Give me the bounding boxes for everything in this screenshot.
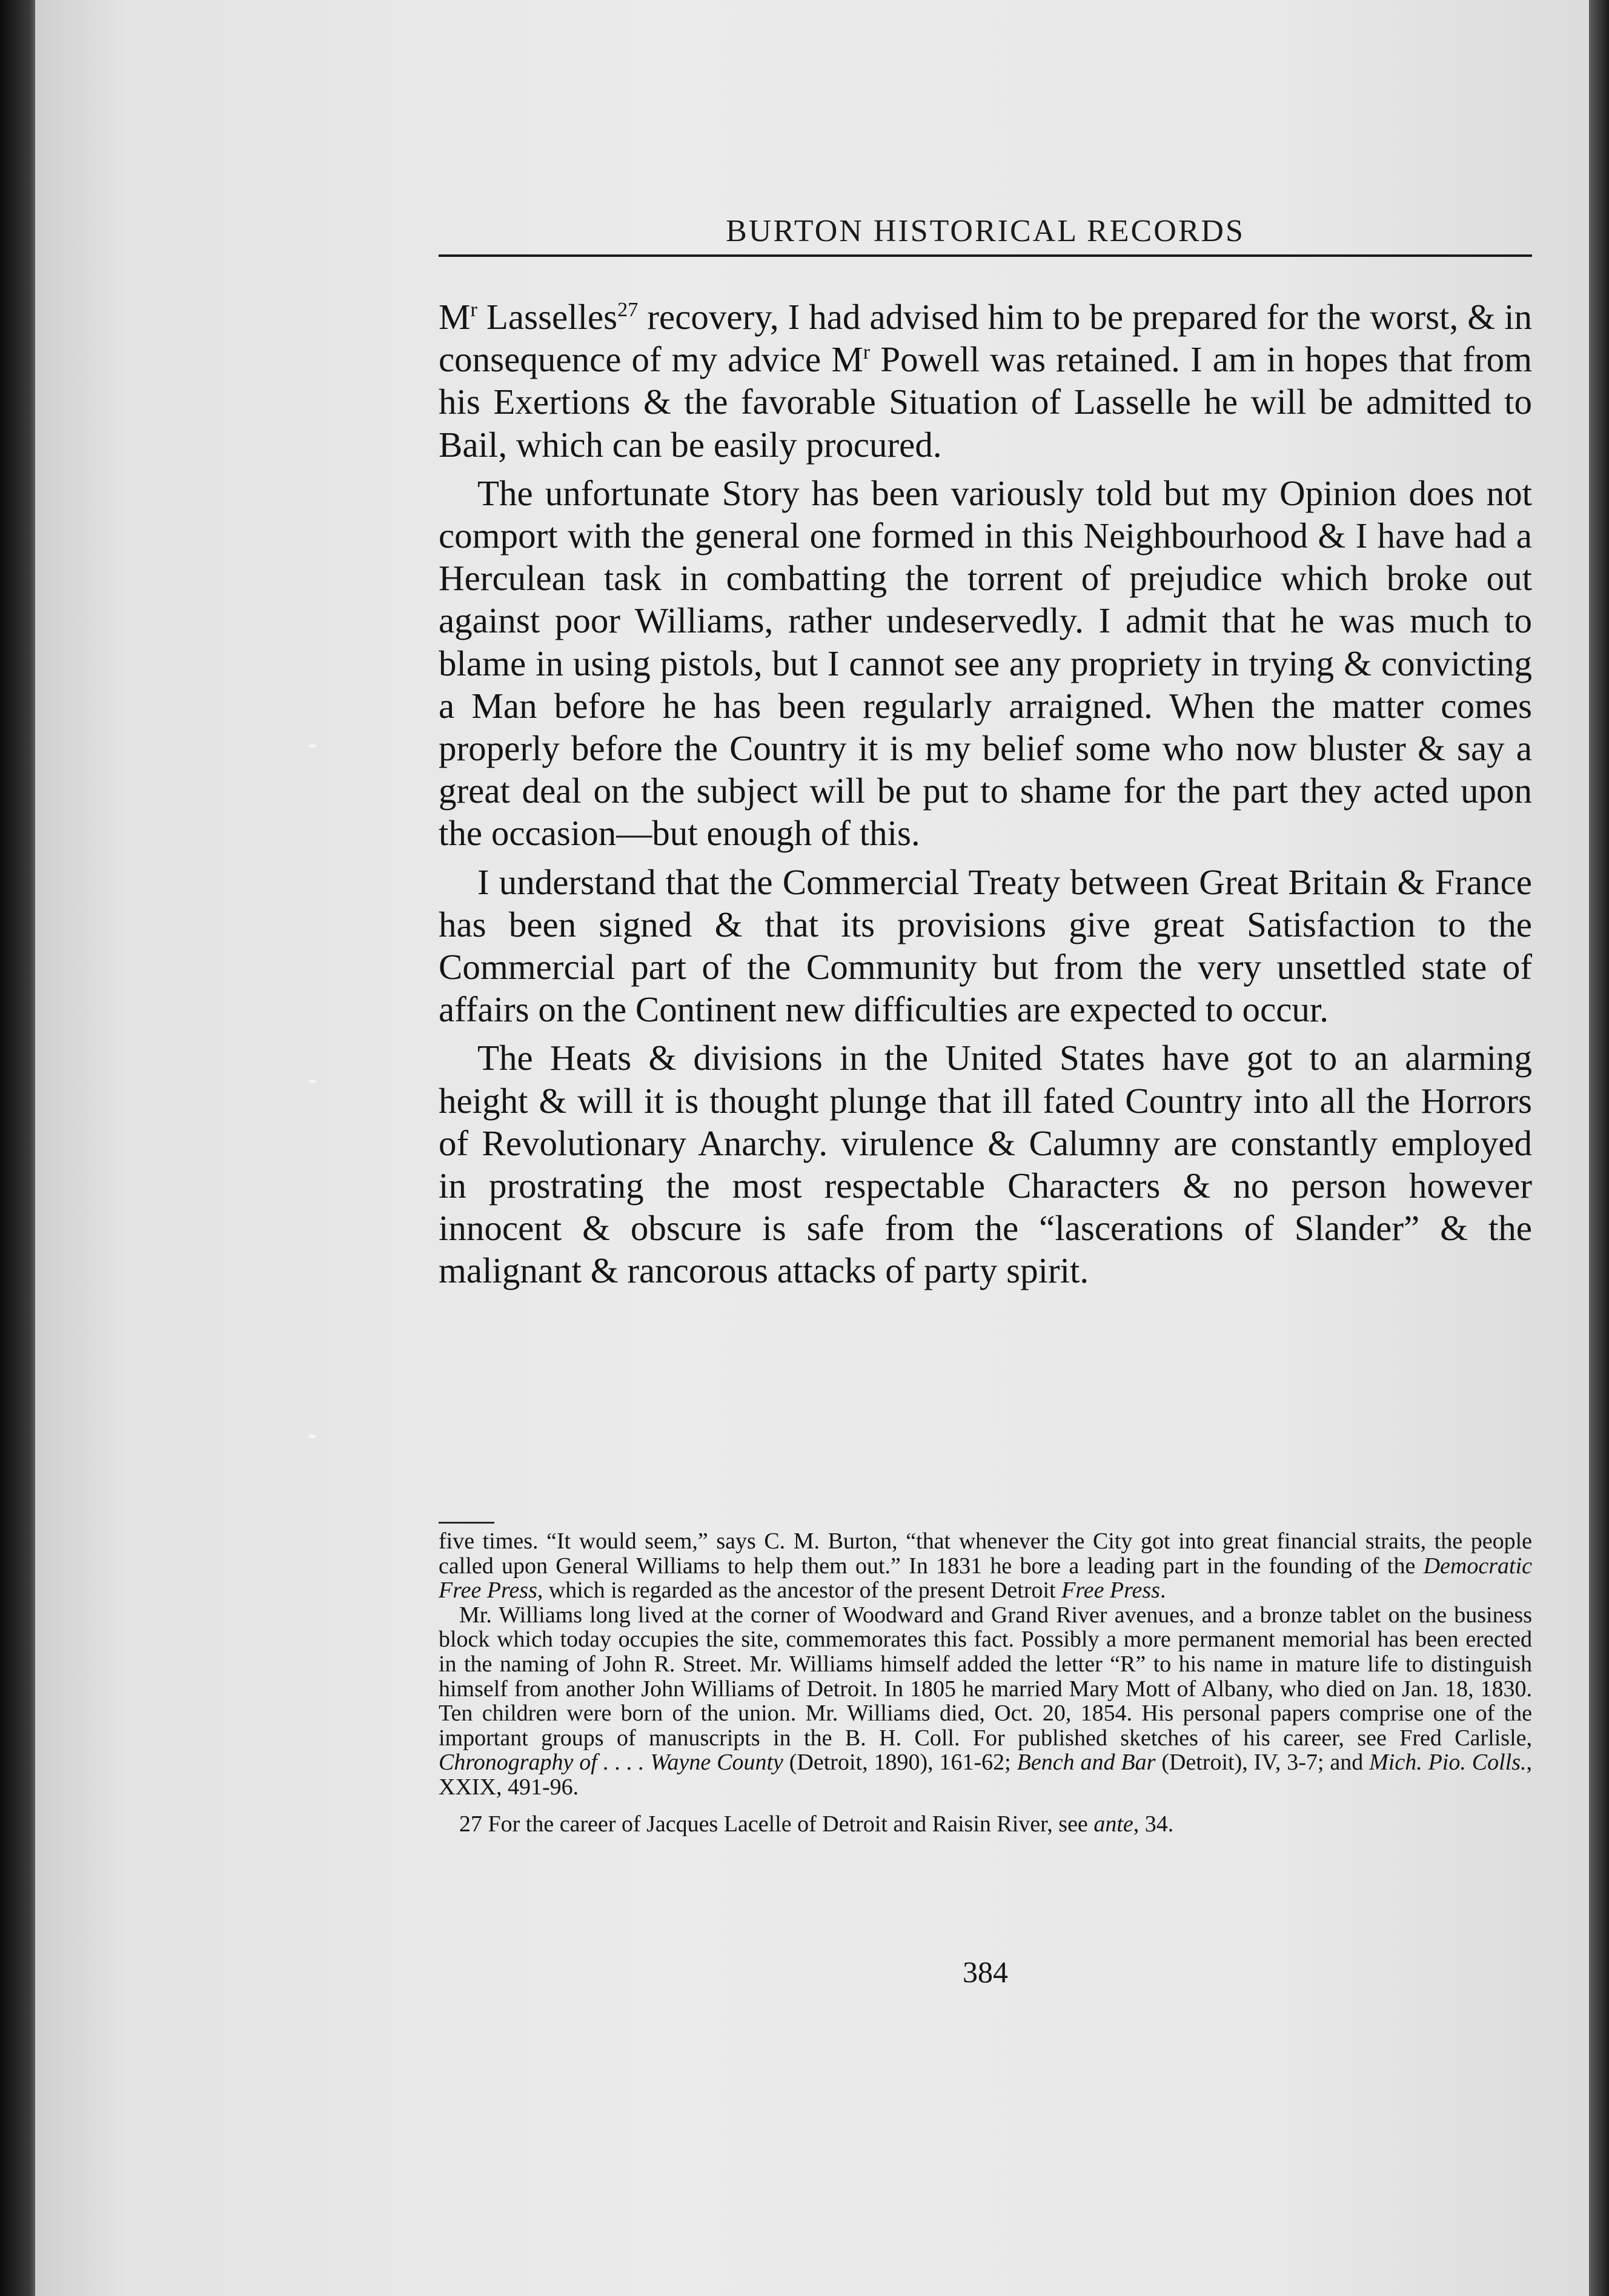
book-page [35, 0, 1589, 2296]
paragraph-4: The Heats & divisions in the United States have got to an alarming height & will it is thought plunge that ill fated Country into all the Horrors of Revolutionary Anarchy. virulence & Calumny are constantly employed in prostrating the most respectable Characters & no person however innocent & obscure is safe from the “lascerations of Slander” & the malignant & rancorous attacks of party spirit. [439, 1038, 1532, 1291]
paper-mark [309, 1080, 316, 1083]
footnote-continued: five times. “It would seem,” says C. M. Burton, “that whenever the City got into great financial straits, the people called upon General Williams to help them out.” In 1831 he bore a leading part in the founding of the Democratic Free Press, which is regarded as the ancestor of the present Detroit Free Press. [439, 1528, 1532, 1604]
running-head: BURTON HISTORICAL RECORDS [726, 214, 1245, 248]
paper-mark [309, 1435, 316, 1438]
paragraph-1: $M^r$ Lasselles$^{27}$ recovery, I had advised him to be prepared for the worst, & in consequence of my advice $M^r$ Powell was retained. I am in hopes that from his Exertions & the favorable Situation of Lasselle he will be admitted to Bail, which can be easily procured. [439, 297, 1532, 465]
page-number: 384 [963, 1955, 1008, 1989]
paper-mark [309, 744, 316, 748]
header-rule [439, 254, 1532, 257]
footnotes [439, 1529, 1532, 1836]
footnote-rule [439, 1522, 494, 1524]
paragraph-3: I understand that the Commercial Treaty between Great Britain & France has been signed & that its provisions give great Satisfaction to the Commercial part of the Community but from the very unsettled state of affairs on the Continent new difficulties are expected to occur. [439, 861, 1532, 1030]
footnote-27: 27 For the career of Jacques Lacelle of Detroit and Raisin River, see ante, 34. [459, 1811, 1174, 1837]
body-text [439, 296, 1532, 1292]
paragraph-2: The unfortunate Story has been variously told but my Opinion does not comport with the general one formed in this Neighbourhood & I have had a Herculean task in combatting the torrent of prejudice which broke out against poor Williams, rather undeservedly. I admit that he was much to blame in using pistols, but I cannot see any propriety in trying & convicting a Man before he has been regularly arraigned. When the matter comes properly before the Country it is my belief some who now bluster & say a great deal on the subject will be put to shame for the part they acted upon the occasion—but enough of this. [439, 473, 1532, 854]
footnote-williams: Mr. Williams long lived at the corner of Woodward and Grand River avenues, and a bronze tablet on the business block which today occupies the site, commemorates this fact. Possibly a more permanent memorial has been erected in the naming of John R. Street. Mr. Williams himself added the letter “R” to his name in mature life to distinguish himself from another John Williams of Detroit. In 1805 he married Mary Mott of Albany, who died on Jan. 18, 1830. Ten children were born of the union. Mr. Williams died, Oct. 20, 1854. His personal papers comprise one of the important groups of manuscripts in the B. H. Coll. For published sketches of his career, see Fred Carlisle, Chronography of . . . . Wayne County (Detroit, 1890), 161-62; Bench and Bar (Detroit), IV, 3-7; and Mich. Pio. Colls., XXIX, 491-96. [439, 1602, 1532, 1800]
footnote-ref-27: 27 [617, 298, 639, 321]
